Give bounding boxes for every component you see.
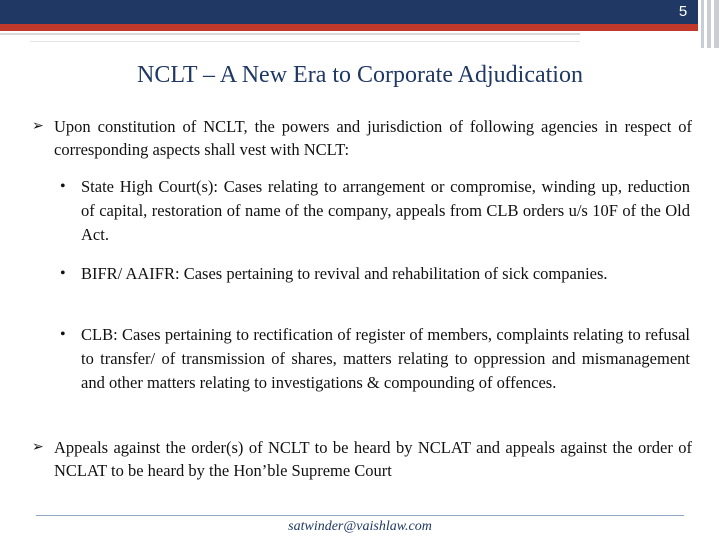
sub-bullet-text-3: CLB: Cases pertaining to rectification of register of members, complaints relating to refusal to transfer/ of transmission of shares, matters relating to oppression and mismanagement and other matters relating to investigations & compounding of offences. <box>81 325 690 392</box>
footer-email: satwinder@vaishlaw.com <box>288 519 432 534</box>
header-bar <box>0 0 698 24</box>
sub-bullet-text-1: State High Court(s): Cases relating to arrangement or compromise, winding up, reduction of capital, restoration of name of the company, appeals from CLB orders u/s 10F of the Old Act. <box>81 177 690 244</box>
bullet-text-2: Appeals against the order(s) of NCLT to be heard by NCLAT and appeals against the order of NCLAT to be heard by the Hon’ble Supreme Court <box>54 438 692 480</box>
dot-bullet-icon: • <box>60 265 66 282</box>
dot-bullet-icon: • <box>60 326 66 343</box>
slide-title: NCLT – A New Era to Corporate Adjudication <box>137 62 583 88</box>
page-number: 5 <box>678 3 688 20</box>
arrow-bullet-icon: ➢ <box>32 439 44 455</box>
header-divider-secondary <box>30 41 580 42</box>
sub-bullet-item-1 <box>60 175 690 247</box>
sub-bullet-item-2 <box>60 262 690 286</box>
decorative-stripes <box>701 0 720 48</box>
dot-bullet-icon: • <box>60 178 66 195</box>
header-divider <box>0 33 580 35</box>
bullet-item-1 <box>32 115 692 161</box>
arrow-bullet-icon: ➢ <box>32 118 44 134</box>
bullet-text-1: Upon constitution of NCLT, the powers and jurisdiction of following agencies in respect of corresponding aspects shall vest with NCLT: <box>54 117 692 159</box>
footer-divider <box>36 515 684 516</box>
sub-bullet-text-2: BIFR/ AAIFR: Cases pertaining to revival and rehabilitation of sick companies. <box>81 264 608 283</box>
bullet-item-2 <box>32 436 692 482</box>
sub-bullet-item-3 <box>60 323 690 395</box>
accent-bar <box>0 24 698 31</box>
